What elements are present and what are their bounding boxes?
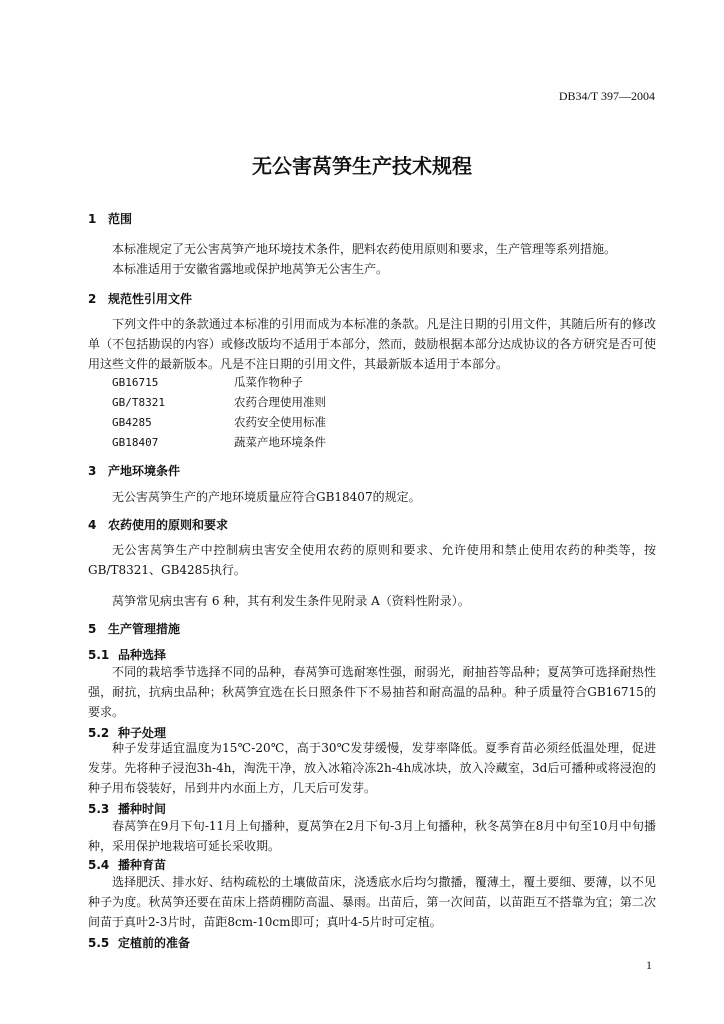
- reference-code: GB4285: [112, 416, 152, 429]
- paragraph-line: 本标准适用于安徽省露地或保护地莴笋无公害生产。: [112, 262, 389, 276]
- section-number: 5: [88, 622, 97, 636]
- page-title: 无公害莴笋生产技术规程: [252, 154, 472, 178]
- section-5-heading: [88, 620, 180, 637]
- section-title: 范围: [108, 212, 133, 226]
- section-3-heading: [88, 462, 180, 479]
- subsection-title: 播种时间: [118, 802, 167, 816]
- subsection-title: 播种育苗: [118, 858, 167, 872]
- paragraph: 无公害莴笋生产中控制病虫害安全使用农药的原则和要求、允许使用和禁止使用农药的种类等，按GB/T8321、GB4285执行。: [88, 543, 656, 577]
- reference-item: [112, 414, 326, 430]
- reference-code: GB18407: [112, 436, 159, 449]
- paragraph: 选择肥沃、排水好、结构疏松的土壤做苗床，浇透底水后均匀撒播，覆薄土，覆土要细、要薄，以不见种子为度。秋莴笋还要在苗床上搭荫棚防高温、暴雨。出苗后，第一次间苗，以苗距互不搭靠为宜；第二次间苗于真叶2-3片时，苗距8cm-10cm即可；真叶4-5片时可定植。: [88, 875, 656, 929]
- paragraph: 春莴笋在9月下旬-11月上旬播种，夏莴笋在2月下旬-3月上旬播种，秋冬莴笋在8月中旬至10月中旬播种，采用保护地栽培可延长采收期。: [88, 819, 656, 853]
- subsection-5-4-heading: [88, 856, 166, 873]
- subsection-5-3-heading: [88, 800, 166, 817]
- subsection-title: 品种选择: [118, 648, 167, 662]
- subsection-number: 5.5: [88, 936, 110, 950]
- section-2-heading: [88, 290, 192, 307]
- section-number: 1: [88, 212, 97, 226]
- reference-item: [112, 394, 326, 410]
- reference-code: GB16715: [112, 376, 159, 389]
- paragraph-line: 本标准规定了无公害莴笋产地环境技术条件，肥料农药使用原则和要求，生产管理等系列措施。: [112, 242, 617, 256]
- subsection-5-1-heading: [88, 646, 166, 663]
- subsection-number: 5.2: [88, 726, 110, 740]
- paragraph: 不同的栽培季节选择不同的品种，春莴笋可选耐寒性强，耐弱光，耐抽苔等品种；夏莴笋可选择耐热性强，耐抗，抗病虫品种；秋莴笋宜选在长日照条件下不易抽苔和耐高温的品种。种子质量符合GB16715的要求。: [88, 665, 656, 719]
- reference-code: GB/T8321: [112, 396, 165, 409]
- reference-item: [112, 434, 326, 450]
- reference-name: 农药安全使用标准: [234, 415, 326, 429]
- section-number: 2: [88, 292, 97, 306]
- page-number: 1: [646, 958, 652, 972]
- section-number: 3: [88, 464, 97, 478]
- section-number: 4: [88, 518, 97, 532]
- reference-item: [112, 374, 303, 390]
- section-4-heading: [88, 516, 228, 533]
- section-title: 生产管理措施: [108, 622, 181, 636]
- reference-name: 蔬菜产地环境条件: [234, 435, 326, 449]
- section-1-heading: [88, 210, 132, 227]
- paragraph-line: 莴笋常见病虫害有 6 种，其有利发生条件见附录 A（资料性附录）。: [112, 594, 470, 608]
- subsection-number: 5.3: [88, 802, 110, 816]
- section-title: 产地环境条件: [108, 464, 181, 478]
- paragraph: 种子发芽适宜温度为15℃-20℃，高于30℃发芽缓慢，发芽率降低。夏季育苗必须经低温处理，促进发芽。先将种子浸泡3h-4h，淘洗干净，放入冰箱冷冻2h-4h成冰块，放入冷藏室，3d后可播种或将浸泡的种子用布袋装好，吊到井内水面上方，几天后可发芽。: [88, 741, 656, 795]
- reference-name: 瓜菜作物种子: [234, 375, 303, 389]
- section-title: 农药使用的原则和要求: [108, 518, 229, 532]
- subsection-title: 种子处理: [118, 726, 167, 740]
- paragraph-line: 无公害莴笋生产的产地环境质量应符合GB18407的规定。: [112, 490, 421, 504]
- subsection-title: 定植前的准备: [118, 936, 191, 950]
- paragraph: 下列文件中的条款通过本标准的引用而成为本标准的条款。凡是注日期的引用文件，其随后所有的修改单（不包括勘误的内容）或修改版均不适用于本部分，然而，鼓励根据本部分达成协议的各方研究是否可使用这些文件的最新版本。凡是不注日期的引用文件，其最新版本适用于本部分。: [88, 317, 656, 371]
- document-number: DB34/T 397—2004: [558, 89, 655, 103]
- subsection-5-5-heading: [88, 934, 190, 951]
- reference-name: 农药合理使用准则: [234, 395, 326, 409]
- subsection-number: 5.1: [88, 648, 110, 662]
- section-title: 规范性引用文件: [108, 292, 193, 306]
- subsection-number: 5.4: [88, 858, 110, 872]
